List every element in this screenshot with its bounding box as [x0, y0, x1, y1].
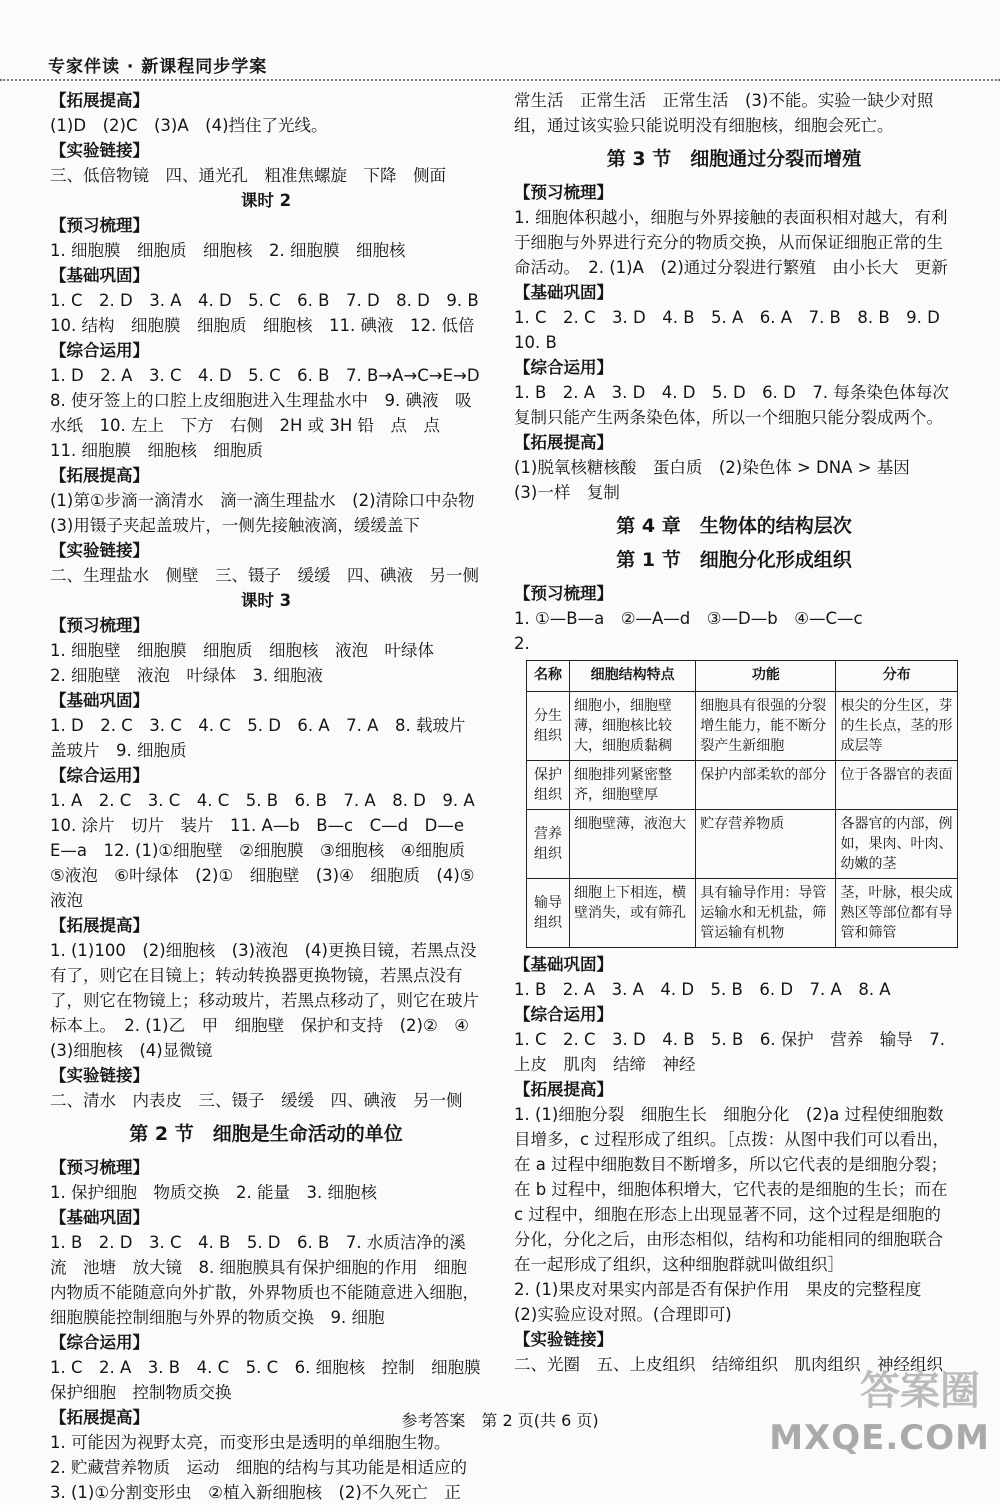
- answer-line: 10. 涂片 切片 装片 11. A—b B—c C—d D—e E—a 12. (1)①细胞壁 ②细胞膜 ③细胞核 ④细胞质 ⑤液泡 ⑥叶绿体 (2)① 细胞壁 (3)④ 细胞质 (4)⑤ 液泡: [50, 816, 492, 910]
- answer-line: 2. (1)果皮对果实内部是否有保护作用 果皮的完整程度 (2)实验应设对照。(合理即可): [514, 1280, 938, 1324]
- section-heading: 【综合运用】: [50, 341, 149, 360]
- table-cell: 具有输导作用：导管运输水和无机盐，筛管运输有机物: [696, 879, 836, 948]
- table-header-cell: 细胞结构特点: [570, 661, 696, 692]
- section-heading: 【预习梳理】: [50, 1158, 149, 1177]
- tissue-table: [526, 660, 958, 948]
- chapter-heading: 第 2 节 细胞是生命活动的单位: [129, 1123, 403, 1145]
- page-header: [0, 0, 1000, 82]
- answer-line: 1. 可能因为视野太亮，而变形虫是透明的单细胞生物。: [50, 1433, 451, 1452]
- section-heading: 【综合运用】: [514, 358, 613, 377]
- table-row: [527, 810, 958, 879]
- answer-line: 8. 使牙签上的口腔上皮细胞进入生理盐水中 9. 碘液 吸水纸 10. 左上 下方 右侧 2H 或 3H 铅 点 点: [50, 391, 472, 435]
- section-heading: 【实验链接】: [50, 1066, 149, 1085]
- answer-line: 1. D 2. C 3. C 4. C 5. D 6. A 7. A 8. 载玻片 盖玻片 9. 细胞质: [50, 716, 482, 760]
- section-heading: 【基础巩固】: [514, 283, 613, 302]
- section-heading: 【实验链接】: [514, 1330, 613, 1349]
- answer-line: 1. (1)细胞分裂 细胞生长 细胞分化 (2)a 过程使细胞数目增多，c 过程形成了组织。［点拨：从图中我们可以看出，在 a 过程中细胞数目不断增多，所以它代表的是细胞分裂；在 b 过程中，细胞体积增大，它代表的是细胞的生长；而在 c 过程中，细胞在形态上出现显著不同，这个过程是细胞的分化，分化之后，由形态相似，结构和功能相同的细胞联合在一起形成了组织，这种细胞群就叫做组织］: [514, 1105, 953, 1274]
- answer-line: (3)一样 复制: [514, 483, 620, 502]
- left-column: [50, 88, 498, 1505]
- answer-line: 1. (1)100 (2)细胞核 (3)液泡 (4)更换目镜，若黑点没有了，则它在目镜上；转动转换器更换物镜，若黑点没有了，则它在物镜上；移动玻片，若黑点移动了，则它在玻片标本上。 2. (1)乙 甲 细胞壁 保护和支持 (2)② ④ (3)细胞核 (4)显微镜: [50, 941, 486, 1060]
- tissue-name-cell: 营养组织: [527, 810, 570, 879]
- tissue-name-cell: 保护组织: [527, 761, 570, 810]
- answer-line: 1. 细胞膜 细胞质 细胞核 2. 细胞膜 细胞核: [50, 241, 406, 260]
- table-cell: 保护内部柔软的部分: [696, 761, 836, 810]
- table-cell: 细胞上下相连，横壁消失，或有筛孔: [570, 879, 696, 948]
- answer-line: 1. C 2. C 3. D 4. B 5. B 6. 保护 营养 输导 7. 上皮 肌肉 结缔 神经: [514, 1030, 951, 1074]
- section-heading: 【拓展提高】: [50, 1408, 149, 1427]
- table-header-row: [527, 661, 958, 692]
- answer-line: 10. B: [514, 333, 557, 352]
- answer-line: 二、光圈 五、上皮组织 结缔组织 肌肉组织 神经组织: [514, 1355, 943, 1374]
- table-row: [527, 879, 958, 948]
- answer-line: 1. C 2. A 3. B 4. C 5. C 6. 细胞核 控制 细胞膜 保护细胞 控制物质交换: [50, 1358, 498, 1402]
- right-column: [514, 88, 954, 1377]
- section-heading: 【综合运用】: [514, 1005, 613, 1024]
- section-heading: 【预习梳理】: [514, 584, 613, 603]
- section-heading: 【拓展提高】: [514, 433, 613, 452]
- chapter-heading: 第 1 节 细胞分化形成组织: [616, 549, 852, 571]
- chapter-heading: 第 4 章 生物体的结构层次: [616, 515, 852, 537]
- answer-line: 2.: [514, 634, 530, 653]
- lesson-heading: 课时 2: [240, 191, 292, 210]
- lesson-heading: 课时 3: [240, 591, 292, 610]
- page-footer: 参考答案 第 2 页(共 6 页): [401, 1411, 599, 1430]
- answer-line: 10. 结构 细胞膜 细胞质 细胞核 11. 碘液 12. 低倍: [50, 316, 475, 335]
- section-heading: 【实验链接】: [50, 541, 149, 560]
- answer-line: 1. 细胞壁 细胞膜 细胞质 细胞核 液泡 叶绿体: [50, 641, 434, 660]
- table-cell: 细胞具有很强的分裂增生能力，能不断分裂产生新细胞: [696, 692, 836, 761]
- answer-line: 2. 贮藏营养物质 运动 细胞的结构与其功能是相适应的: [50, 1458, 467, 1477]
- answer-line: 二、清水 内表皮 三、镊子 缓缓 四、碘液 另一侧: [50, 1091, 463, 1110]
- section-heading: 【基础巩固】: [514, 955, 613, 974]
- section-heading: 【基础巩固】: [50, 1208, 149, 1227]
- section-heading: 【基础巩固】: [50, 691, 149, 710]
- section-heading: 【拓展提高】: [514, 1080, 613, 1099]
- answer-line: 二、生理盐水 侧壁 三、镊子 缓缓 四、碘液 另一侧: [50, 566, 479, 585]
- section-heading: 【预习梳理】: [50, 216, 149, 235]
- right-bottom-block: [514, 952, 954, 1377]
- right-top-block: [514, 88, 954, 656]
- section-heading: 【拓展提高】: [50, 91, 149, 110]
- watermark-url: MXQE.COM: [769, 1418, 990, 1458]
- answer-line: (1)第①步滴一滴清水 滴一滴生理盐水 (2)清除口中杂物 (3)用镊子夹起盖玻片，一侧先接触液滴，缓缓盖下: [50, 491, 492, 535]
- answer-line: (1)D (2)C (3)A (4)挡住了光线。: [50, 116, 328, 135]
- header-title: 专家伴读 · 新课程同步学案: [48, 57, 268, 77]
- tissue-name-cell: 分生组织: [527, 692, 570, 761]
- answer-line: 1. C 2. C 3. D 4. B 5. A 6. A 7. B 8. B 9. D: [514, 308, 940, 327]
- answer-line: 1. B 2. A 3. A 4. D 5. B 6. D 7. A 8. A: [514, 980, 891, 999]
- watermark-logo: 答案圈: [860, 1368, 980, 1414]
- table-header-cell: 分布: [836, 661, 958, 692]
- answer-line: (1)脱氧核糖核酸 蛋白质 (2)染色体 > DNA > 基因: [514, 458, 910, 477]
- section-heading: 【预习梳理】: [514, 183, 613, 202]
- section-heading: 【综合运用】: [50, 1333, 149, 1352]
- answer-line: 11. 细胞膜 细胞核 细胞质: [50, 441, 263, 460]
- section-heading: 【综合运用】: [50, 766, 149, 785]
- answer-line: 3. (1)①分割变形虫 ②植入新细胞核 (2)不久死亡 正: [50, 1483, 461, 1502]
- table-row: [527, 761, 958, 810]
- table-cell: 位于各器官的表面: [836, 761, 958, 810]
- answer-line: 1. 细胞体积越小，细胞与外界接触的表面积相对越大，有利于细胞与外界进行充分的物质交换，从而保证细胞正常的生命活动。 2. (1)A (2)通过分裂进行繁殖 由小长大 更新: [514, 208, 948, 277]
- answer-line: 2. 细胞壁 液泡 叶绿体 3. 细胞液: [50, 666, 323, 685]
- answer-line: 1. A 2. C 3. C 4. C 5. B 6. B 7. A 8. D 9. A: [50, 791, 475, 810]
- answer-line: 三、低倍物镜 四、通光孔 粗准焦螺旋 下降 侧面: [50, 166, 446, 185]
- table-header-cell: 功能: [696, 661, 836, 692]
- table-cell: 根尖的分生区，芽的生长点，茎的形成层等: [836, 692, 958, 761]
- section-heading: 【基础巩固】: [50, 266, 149, 285]
- table-body: [527, 692, 958, 948]
- header-divider: [0, 79, 1000, 81]
- table-cell: 茎，叶脉，根尖成熟区等部位都有导管和筛管: [836, 879, 958, 948]
- table-cell: 细胞小，细胞壁薄，细胞核比较大，细胞质黏稠: [570, 692, 696, 761]
- table-header-cell: 名称: [527, 661, 570, 692]
- answer-line: 常生活 正常生活 正常生活 (3)不能。实验一缺少对照组，通过该实验只能说明没有细胞核，细胞会死亡。: [514, 91, 934, 135]
- answer-line: 1. C 2. D 3. A 4. D 5. C 6. B 7. D 8. D 9. B: [50, 291, 479, 310]
- section-heading: 【预习梳理】: [50, 616, 149, 635]
- table-cell: 细胞排列紧密整齐，细胞壁厚: [570, 761, 696, 810]
- chapter-heading: 第 3 节 细胞通过分裂而增殖: [606, 148, 862, 170]
- answer-line: 1. B 2. A 3. D 4. D 5. D 6. D 7. 每条染色体每次复制只能产生两条染色体，所以一个细胞只能分裂成两个。: [514, 383, 949, 427]
- table-row: [527, 692, 958, 761]
- section-heading: 【拓展提高】: [50, 916, 149, 935]
- answer-line: 1. ①—B—a ②—A—d ③—D—b ④—C—c: [514, 609, 863, 628]
- answer-line: 1. D 2. A 3. C 4. D 5. C 6. B 7. B→A→C→E→D: [50, 366, 480, 385]
- tissue-name-cell: 输导组织: [527, 879, 570, 948]
- answer-line: 1. B 2. D 3. C 4. B 5. D 6. B 7. 水质洁净的溪流 池塘 放大镜 8. 细胞膜具有保护细胞的作用 细胞内物质不能随意向外扩散，外界物质也不能随意进入细胞，细胞膜能控制细胞与外界的物质交换 9. 细胞: [50, 1233, 479, 1327]
- table-cell: 贮存营养物质: [696, 810, 836, 879]
- section-heading: 【拓展提高】: [50, 466, 149, 485]
- table-cell: 各器官的内部，例如，果肉、叶肉、幼嫩的茎: [836, 810, 958, 879]
- table-cell: 细胞壁薄，液泡大: [570, 810, 696, 879]
- answer-line: 1. 保护细胞 物质交换 2. 能量 3. 细胞核: [50, 1183, 377, 1202]
- section-heading: 【实验链接】: [50, 141, 149, 160]
